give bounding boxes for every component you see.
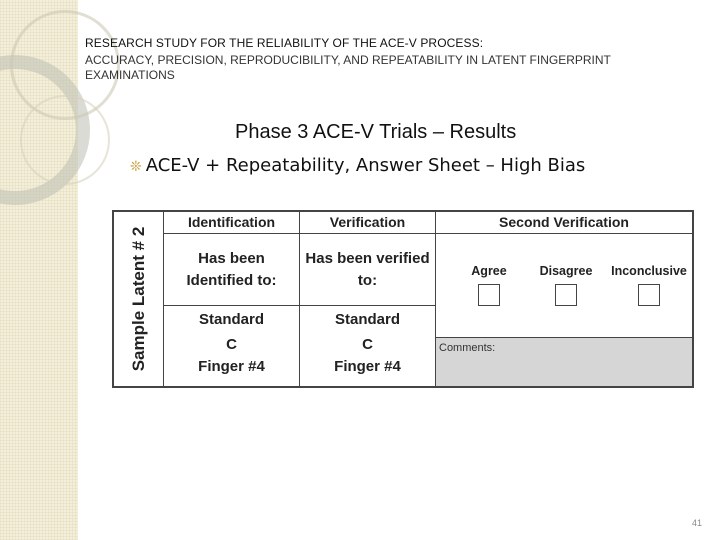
identification-header: Identification (164, 212, 299, 234)
inconclusive-label: Inconclusive (611, 264, 687, 278)
bullet-text: ACE-V + Repeatability, Answer Sheet – High Bias (145, 155, 586, 176)
verification-answer (299, 334, 435, 386)
identification-finger: Finger #4 (198, 358, 265, 375)
identification-question-line: Has been (198, 250, 265, 267)
study-subtitle: ACCURACY, PRECISION, REPRODUCIBILITY, AND REPEATABILITY IN LATENT FINGERPRINT EXAMINATIONS (85, 53, 611, 82)
second-verification-header: Second Verification (435, 212, 692, 234)
agree-label: Agree (471, 264, 507, 278)
identification-standard: Standard (198, 311, 264, 328)
verification-question-line: to: (357, 272, 378, 289)
identification-letter: C (226, 336, 237, 353)
identification-question (164, 234, 299, 306)
verification-header: Verification (299, 212, 435, 234)
verification-letter: C (362, 336, 373, 353)
decorative-ring (20, 95, 110, 185)
bullet-item (130, 155, 585, 176)
inconclusive-option[interactable] (608, 264, 690, 306)
page-number: 41 (691, 518, 702, 528)
agree-option[interactable] (454, 264, 524, 306)
comments-field[interactable] (435, 338, 692, 386)
second-verification-options (435, 234, 692, 338)
agree-checkbox[interactable] (478, 284, 500, 306)
identification-question-line: Identified to: (186, 272, 277, 289)
comments-label: Comments: (439, 342, 496, 354)
study-title: RESEARCH STUDY FOR THE RELIABILITY OF THE ACE-V PROCESS: (85, 36, 484, 50)
slide-header (85, 36, 705, 83)
answer-sheet (112, 210, 694, 388)
verification-question-line: Has been verified (305, 250, 430, 267)
inconclusive-checkbox[interactable] (638, 284, 660, 306)
identification-answer (164, 334, 299, 386)
verification-standard: Standard (299, 306, 435, 334)
sample-latent-label (114, 212, 164, 386)
disagree-label: Disagree (539, 264, 593, 278)
verification-question (299, 234, 435, 306)
slide-title: Phase 3 ACE-V Trials – Results (235, 121, 517, 143)
disagree-checkbox[interactable] (555, 284, 577, 306)
disagree-option[interactable] (531, 264, 601, 306)
sample-latent-text: Sample Latent # 2 (129, 226, 148, 372)
verification-finger: Finger #4 (334, 358, 401, 375)
bullet-icon: ❊ (130, 159, 142, 175)
